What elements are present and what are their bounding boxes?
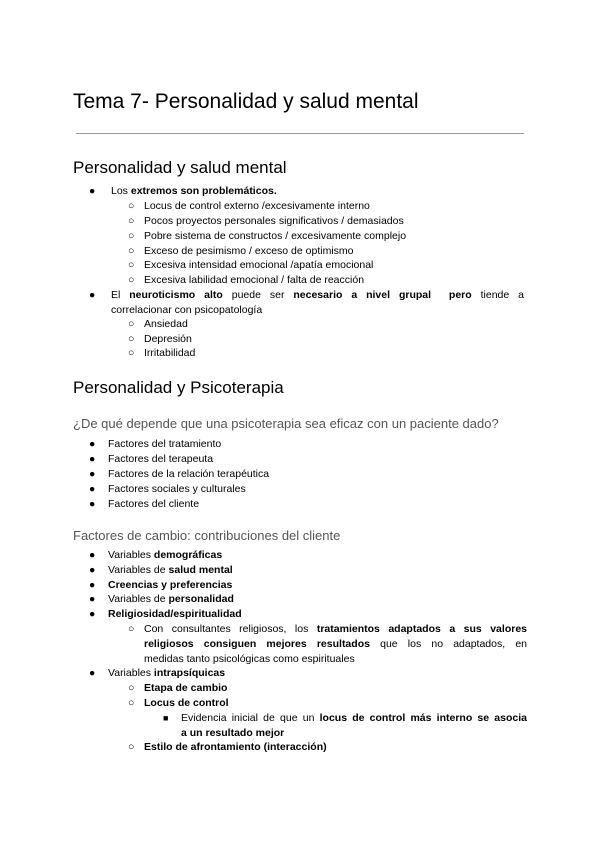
- question-heading: ¿De qué depende que una psicoterapia sea eficaz con un paciente dado?: [73, 416, 499, 431]
- list-item: Factores del cliente: [108, 498, 200, 510]
- bullet-square-icon: ■: [163, 713, 169, 723]
- bullet-disc-icon: ●: [89, 468, 96, 480]
- list-item: Locus de control externo /excesivamente interno: [144, 200, 370, 212]
- list-item: Excesiva labilidad emocional / falta de reacción: [144, 274, 365, 286]
- title-divider: [76, 133, 524, 134]
- list-item: Religiosidad/espiritualidad: [108, 608, 242, 620]
- list-item: Pocos proyectos personales significativos / demasiados: [144, 215, 404, 227]
- bullet-circle-icon: ○: [128, 245, 135, 257]
- bullet-disc-icon: ●: [89, 185, 96, 197]
- list-item: Los extremos son problemáticos.: [111, 185, 277, 197]
- bullet-circle-icon: ○: [128, 682, 135, 694]
- list-item: Variables intrapsíquicas: [108, 667, 226, 679]
- list-item: Excesiva intensidad emocional /apatía emocional: [144, 259, 374, 271]
- list-item: Estilo de afrontamiento (interacción): [144, 741, 327, 753]
- section-heading-psicoterapia: Personalidad y Psicoterapia: [73, 378, 284, 397]
- bullet-disc-icon: ●: [89, 483, 96, 495]
- list-item-continuation: correlacionar con psicopatología: [111, 304, 263, 316]
- bullet-circle-icon: ○: [128, 333, 135, 345]
- bullet-disc-icon: ●: [89, 289, 96, 301]
- list-item: Factores sociales y culturales: [108, 483, 246, 495]
- list-item-continuation: religiosos consiguen mejores resultados que los no adaptados, en: [144, 638, 527, 650]
- list-item-continuation: a un resultado mejor: [181, 727, 285, 739]
- bullet-circle-icon: ○: [128, 259, 135, 271]
- list-item: Variables de personalidad: [108, 593, 234, 605]
- list-item: Etapa de cambio: [144, 682, 228, 694]
- bullet-circle-icon: ○: [128, 741, 135, 753]
- bullet-disc-icon: ●: [89, 579, 96, 591]
- bullet-circle-icon: ○: [128, 200, 135, 212]
- list-item: Locus de control: [144, 697, 229, 709]
- page-title: Tema 7- Personalidad y salud mental: [73, 90, 419, 113]
- bullet-disc-icon: ●: [89, 564, 96, 576]
- bullet-circle-icon: ○: [128, 230, 135, 242]
- bullet-circle-icon: ○: [128, 215, 135, 227]
- list-item: Ansiedad: [144, 318, 188, 330]
- list-item: Irritabilidad: [144, 347, 196, 359]
- list-item: Variables de salud mental: [108, 564, 233, 576]
- list-item: Con consultantes religiosos, los tratamientos adaptados a sus valores: [144, 623, 527, 635]
- bullet-disc-icon: ●: [89, 667, 96, 679]
- list-item: Exceso de pesimismo / exceso de optimismo: [144, 245, 354, 257]
- bullet-circle-icon: ○: [128, 623, 135, 635]
- bullet-disc-icon: ●: [89, 498, 96, 510]
- list-item: El neuroticismo alto puede ser necesario a nivel grupal pero tiende a: [111, 289, 524, 301]
- bullet-disc-icon: ●: [89, 438, 96, 450]
- bullet-circle-icon: ○: [128, 697, 135, 709]
- list-item: Factores de la relación terapéutica: [108, 468, 270, 480]
- section-heading-personalidad-salud: Personalidad y salud mental: [73, 158, 287, 177]
- list-item: Pobre sistema de constructos / excesivamente complejo: [144, 230, 407, 242]
- bullet-disc-icon: ●: [89, 608, 96, 620]
- bullet-disc-icon: ●: [89, 593, 96, 605]
- list-item: Variables demográficas: [108, 549, 223, 561]
- list-item: Factores del terapeuta: [108, 453, 214, 465]
- list-item-continuation: medidas tanto psicológicas como espirituales: [144, 653, 355, 665]
- list-item: Depresión: [144, 333, 192, 345]
- list-item: Evidencia inicial de que un locus de control más interno se asocia: [181, 712, 527, 724]
- bullet-circle-icon: ○: [128, 347, 135, 359]
- bullet-circle-icon: ○: [128, 318, 135, 330]
- bullet-circle-icon: ○: [128, 274, 135, 286]
- list-item: Creencias y preferencias: [108, 579, 233, 591]
- bullet-disc-icon: ●: [89, 549, 96, 561]
- subsection-heading-factores-cambio: Factores de cambio: contribuciones del cliente: [73, 528, 341, 543]
- list-item: Factores del tratamiento: [108, 438, 222, 450]
- bullet-disc-icon: ●: [89, 453, 96, 465]
